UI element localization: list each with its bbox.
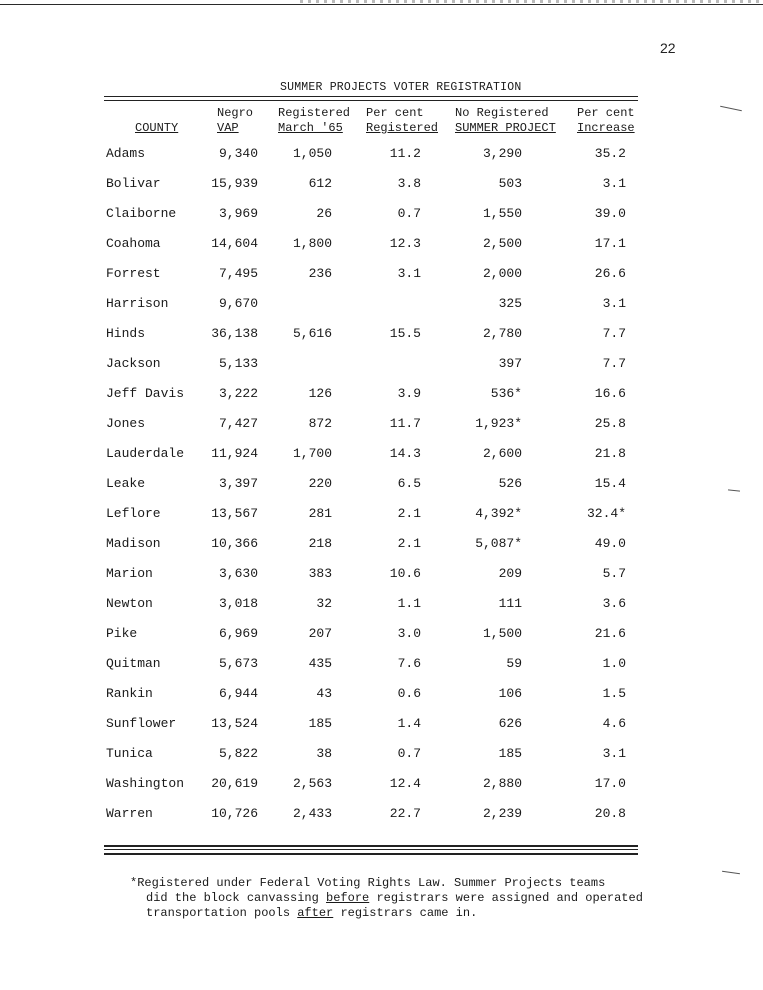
percent-increase-cell: 1.0	[602, 656, 626, 671]
registered-march-65-cell: 236	[308, 266, 332, 281]
table-row	[0, 596, 763, 626]
registered-march-65-cell: 383	[308, 566, 332, 581]
no-registered-summer-project-cell: 2,600	[482, 446, 522, 461]
negro-vap-cell: 9,340	[218, 146, 258, 161]
percent-increase-cell: 21.6	[594, 626, 626, 641]
registered-march-65-cell: 38	[316, 746, 332, 761]
table-bottom-rule-1	[104, 845, 638, 847]
percent-increase-cell: 5.7	[602, 566, 626, 581]
registered-march-65-cell: 207	[308, 626, 332, 641]
no-registered-summer-project-cell: 1,500	[482, 626, 522, 641]
registered-march-65-cell: 1,700	[292, 446, 332, 461]
no-registered-summer-project-cell: 59	[506, 656, 522, 671]
registered-march-65-cell: 612	[308, 176, 332, 191]
footnote	[130, 876, 690, 921]
table-bottom-rule-3	[104, 853, 638, 855]
county-name: Claiborne	[106, 206, 177, 221]
negro-vap-cell: 3,630	[218, 566, 258, 581]
header-percent-registered: Per cent Registered	[366, 106, 439, 135]
percent-increase-cell: 49.0	[594, 536, 626, 551]
percent-registered-cell: 2.1	[397, 506, 421, 521]
registered-march-65-cell: 26	[316, 206, 332, 221]
percent-increase-cell: 16.6	[594, 386, 626, 401]
county-name: Forrest	[106, 266, 161, 281]
footnote-line-2: did the block canvassing before registrars were assigned and operated	[146, 891, 643, 905]
county-name: Pike	[106, 626, 138, 641]
percent-registered-cell: 6.5	[397, 476, 421, 491]
no-registered-summer-project-cell: 325	[498, 296, 522, 311]
negro-vap-cell: 9,670	[218, 296, 258, 311]
registered-march-65-cell: 1,800	[292, 236, 332, 251]
table-row	[0, 296, 763, 326]
negro-vap-cell: 20,619	[211, 776, 258, 791]
county-name: Jones	[106, 416, 146, 431]
percent-increase-cell: 3.1	[602, 746, 626, 761]
top-scan-marks	[300, 0, 760, 3]
percent-registered-cell: 7.6	[397, 656, 421, 671]
no-registered-summer-project-cell: 1,923*	[475, 416, 522, 431]
registered-march-65-cell: 2,433	[292, 806, 332, 821]
negro-vap-cell: 5,133	[218, 356, 258, 371]
county-name: Adams	[106, 146, 146, 161]
percent-increase-cell: 7.7	[602, 356, 626, 371]
percent-registered-cell: 0.7	[397, 746, 421, 761]
registered-march-65-cell: 872	[308, 416, 332, 431]
percent-registered-cell: 3.8	[397, 176, 421, 191]
table-row	[0, 326, 763, 356]
percent-increase-cell: 25.8	[594, 416, 626, 431]
table-row	[0, 206, 763, 236]
county-name: Rankin	[106, 686, 153, 701]
percent-registered-cell: 22.7	[389, 806, 421, 821]
table-row	[0, 356, 763, 386]
table-row	[0, 626, 763, 656]
margin-mark	[722, 871, 740, 874]
registered-march-65-cell: 281	[308, 506, 332, 521]
percent-increase-cell: 15.4	[594, 476, 626, 491]
county-name: Coahoma	[106, 236, 161, 251]
table-row	[0, 236, 763, 266]
percent-increase-cell: 20.8	[594, 806, 626, 821]
table-row	[0, 566, 763, 596]
header-rule-top	[104, 96, 638, 97]
table-row	[0, 536, 763, 566]
negro-vap-cell: 10,726	[211, 806, 258, 821]
margin-mark	[720, 106, 742, 112]
percent-increase-cell: 3.1	[602, 296, 626, 311]
registered-march-65-cell: 5,616	[292, 326, 332, 341]
header-registered-march-65: Registered March '65	[278, 106, 351, 135]
percent-increase-cell: 7.7	[602, 326, 626, 341]
percent-increase-cell: 39.0	[594, 206, 626, 221]
county-name: Jeff Davis	[106, 386, 185, 401]
county-name: Tunica	[106, 746, 153, 761]
percent-registered-cell: 0.6	[397, 686, 421, 701]
table-row	[0, 806, 763, 836]
no-registered-summer-project-cell: 626	[498, 716, 522, 731]
no-registered-summer-project-cell: 5,087*	[475, 536, 522, 551]
percent-registered-cell: 11.7	[389, 416, 421, 431]
county-name: Harrison	[106, 296, 169, 311]
percent-increase-cell: 17.0	[594, 776, 626, 791]
percent-increase-cell: 17.1	[594, 236, 626, 251]
no-registered-summer-project-cell: 503	[498, 176, 522, 191]
percent-registered-cell: 3.0	[397, 626, 421, 641]
table-row	[0, 506, 763, 536]
no-registered-summer-project-cell: 209	[498, 566, 522, 581]
table-row	[0, 776, 763, 806]
county-name: Sunflower	[106, 716, 177, 731]
percent-registered-cell: 1.4	[397, 716, 421, 731]
percent-registered-cell: 12.4	[389, 776, 421, 791]
registered-march-65-cell: 2,563	[292, 776, 332, 791]
negro-vap-cell: 6,944	[218, 686, 258, 701]
county-name: Jackson	[106, 356, 161, 371]
footnote-line-1: *Registered under Federal Voting Rights Law. Summer Projects teams	[130, 876, 606, 890]
county-name: Bolivar	[106, 176, 161, 191]
header-percent-increase: Per cent Increase	[577, 106, 635, 135]
negro-vap-cell: 13,567	[211, 506, 258, 521]
percent-registered-cell: 15.5	[389, 326, 421, 341]
negro-vap-cell: 5,822	[218, 746, 258, 761]
table-row	[0, 266, 763, 296]
table-row	[0, 716, 763, 746]
footnote-line-3: transportation pools after registrars came in.	[146, 906, 478, 920]
percent-registered-cell: 0.7	[397, 206, 421, 221]
negro-vap-cell: 3,969	[218, 206, 258, 221]
header-county: COUNTY	[135, 121, 179, 135]
negro-vap-cell: 7,427	[218, 416, 258, 431]
no-registered-summer-project-cell: 1,550	[482, 206, 522, 221]
county-name: Leake	[106, 476, 146, 491]
no-registered-summer-project-cell: 397	[498, 356, 522, 371]
header-negro-vap: Negro VAP	[217, 106, 254, 135]
no-registered-summer-project-cell: 526	[498, 476, 522, 491]
registered-march-65-cell: 43	[316, 686, 332, 701]
table-row	[0, 386, 763, 416]
county-name: Madison	[106, 536, 161, 551]
negro-vap-cell: 15,939	[211, 176, 258, 191]
registered-march-65-cell: 220	[308, 476, 332, 491]
county-name: Hinds	[106, 326, 146, 341]
registered-march-65-cell: 126	[308, 386, 332, 401]
negro-vap-cell: 3,397	[218, 476, 258, 491]
percent-increase-cell: 26.6	[594, 266, 626, 281]
percent-increase-cell: 4.6	[602, 716, 626, 731]
percent-increase-cell: 3.1	[602, 176, 626, 191]
table-bottom-rule-2	[104, 849, 638, 850]
table-row	[0, 476, 763, 506]
negro-vap-cell: 3,018	[218, 596, 258, 611]
negro-vap-cell: 5,673	[218, 656, 258, 671]
no-registered-summer-project-cell: 111	[498, 596, 522, 611]
negro-vap-cell: 13,524	[211, 716, 258, 731]
percent-registered-cell: 10.6	[389, 566, 421, 581]
registered-march-65-cell: 435	[308, 656, 332, 671]
percent-registered-cell: 11.2	[389, 146, 421, 161]
registered-march-65-cell: 185	[308, 716, 332, 731]
table-row	[0, 146, 763, 176]
percent-registered-cell: 12.3	[389, 236, 421, 251]
negro-vap-cell: 10,366	[211, 536, 258, 551]
no-registered-summer-project-cell: 106	[498, 686, 522, 701]
percent-increase-cell: 32.4*	[586, 506, 626, 521]
no-registered-summer-project-cell: 2,239	[482, 806, 522, 821]
county-name: Lauderdale	[106, 446, 185, 461]
county-name: Washington	[106, 776, 185, 791]
header-rule-second	[104, 100, 638, 101]
percent-registered-cell: 1.1	[397, 596, 421, 611]
no-registered-summer-project-cell: 3,290	[482, 146, 522, 161]
page-number: 22	[660, 40, 676, 56]
table-body	[0, 146, 763, 836]
header-no-registered-summer-project: No Registered SUMMER PROJECT	[455, 106, 556, 135]
negro-vap-cell: 7,495	[218, 266, 258, 281]
percent-registered-cell: 14.3	[389, 446, 421, 461]
percent-increase-cell: 35.2	[594, 146, 626, 161]
table-row	[0, 176, 763, 206]
negro-vap-cell: 3,222	[218, 386, 258, 401]
no-registered-summer-project-cell: 2,880	[482, 776, 522, 791]
percent-increase-cell: 3.6	[602, 596, 626, 611]
no-registered-summer-project-cell: 2,000	[482, 266, 522, 281]
negro-vap-cell: 11,924	[211, 446, 258, 461]
percent-increase-cell: 1.5	[602, 686, 626, 701]
table-row	[0, 416, 763, 446]
county-name: Marion	[106, 566, 153, 581]
registered-march-65-cell: 32	[316, 596, 332, 611]
no-registered-summer-project-cell: 2,780	[482, 326, 522, 341]
county-name: Warren	[106, 806, 153, 821]
registered-march-65-cell: 218	[308, 536, 332, 551]
table-row	[0, 686, 763, 716]
no-registered-summer-project-cell: 536*	[490, 386, 522, 401]
no-registered-summer-project-cell: 2,500	[482, 236, 522, 251]
negro-vap-cell: 6,969	[218, 626, 258, 641]
table-row	[0, 746, 763, 776]
percent-registered-cell: 2.1	[397, 536, 421, 551]
percent-registered-cell: 3.1	[397, 266, 421, 281]
percent-registered-cell: 3.9	[397, 386, 421, 401]
no-registered-summer-project-cell: 185	[498, 746, 522, 761]
negro-vap-cell: 36,138	[211, 326, 258, 341]
no-registered-summer-project-cell: 4,392*	[475, 506, 522, 521]
county-name: Leflore	[106, 506, 161, 521]
negro-vap-cell: 14,604	[211, 236, 258, 251]
table-row	[0, 446, 763, 476]
county-name: Newton	[106, 596, 153, 611]
table-title: SUMMER PROJECTS VOTER REGISTRATION	[280, 81, 522, 94]
percent-increase-cell: 21.8	[594, 446, 626, 461]
registered-march-65-cell: 1,050	[292, 146, 332, 161]
county-name: Quitman	[106, 656, 161, 671]
table-row	[0, 656, 763, 686]
